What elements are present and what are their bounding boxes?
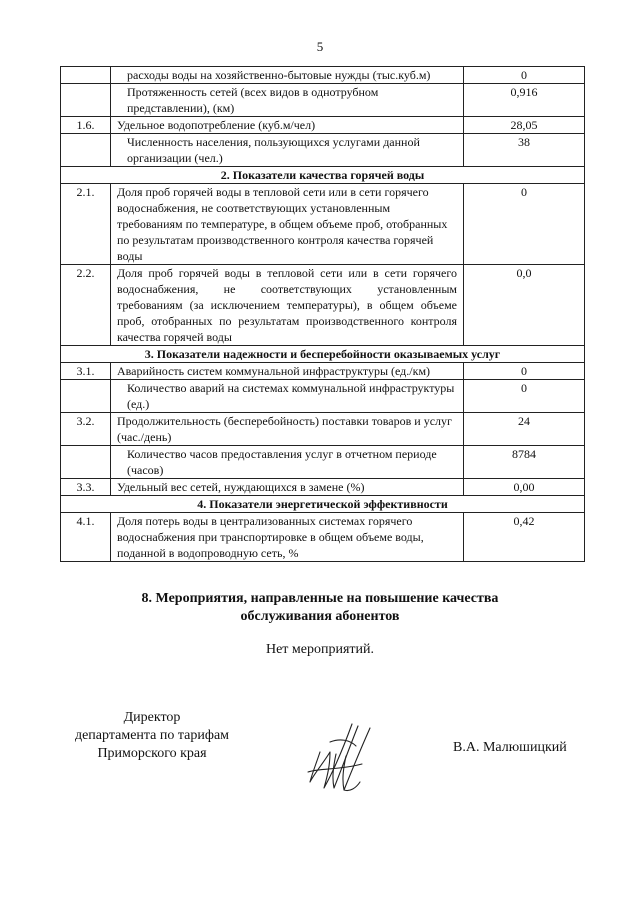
signatory-name: В.А. Малюшицкий xyxy=(453,740,567,755)
table-row xyxy=(61,84,585,117)
indicator-value: 0,916 xyxy=(464,84,585,117)
row-number: 1.6. xyxy=(61,117,111,134)
indicator-value: 28,05 xyxy=(464,117,585,134)
section-header-row xyxy=(61,167,585,184)
section-title: 2. Показатели качества горячей воды xyxy=(61,167,585,184)
indicator-description: Аварийность систем коммунальной инфраструктуры (ед./км) xyxy=(111,363,464,380)
section-header-row xyxy=(61,346,585,363)
row-number xyxy=(61,84,111,117)
table-row xyxy=(61,479,585,496)
table-row xyxy=(61,413,585,446)
row-number: 2.2. xyxy=(61,265,111,346)
table-row xyxy=(61,380,585,413)
row-number xyxy=(61,134,111,167)
row-number: 3.2. xyxy=(61,413,111,446)
handwritten-signature-icon xyxy=(300,712,390,802)
indicator-description: Удельное водопотребление (куб.м/чел) xyxy=(111,117,464,134)
indicator-description: Протяженность сетей (всех видов в однотрубном представлении), (км) xyxy=(111,84,464,117)
page-number: 5 xyxy=(316,39,324,54)
signatory-position xyxy=(58,709,246,763)
row-number: 4.1. xyxy=(61,513,111,562)
signatory-position-line1: Директор xyxy=(123,710,181,725)
indicator-value: 0 xyxy=(464,363,585,380)
indicator-value: 0 xyxy=(464,184,585,265)
section-8-heading xyxy=(0,590,640,626)
indicator-description: расходы воды на хозяйственно-бытовые нужды (тыс.куб.м) xyxy=(111,67,464,84)
indicator-description: Доля проб горячей воды в тепловой сети или в сети горячего водоснабжения, не соответствующих установленным требованиям по температуре, в общем объеме проб, отобранных по результатам производственного контроля качества горячей воды xyxy=(111,184,464,265)
row-number xyxy=(61,380,111,413)
section-8-heading-line2: обслуживания абонентов xyxy=(240,609,400,624)
indicator-description: Доля проб горячей воды в тепловой сети или в сети горячего водоснабжения, не соответствующих установленным требованиям (за исключением температуры), в общем объеме проб, отобранных по результатам производственного контроля качества горячей воды xyxy=(111,265,464,346)
indicator-value: 0,42 xyxy=(464,513,585,562)
indicator-value: 0,0 xyxy=(464,265,585,346)
table-row xyxy=(61,67,585,84)
indicator-value: 24 xyxy=(464,413,585,446)
table-row xyxy=(61,265,585,346)
indicator-description: Количество часов предоставления услуг в отчетном периоде (часов) xyxy=(111,446,464,479)
table-row xyxy=(61,513,585,562)
section-title: 4. Показатели энергетической эффективности xyxy=(61,496,585,513)
signatory-position-line3: Приморского края xyxy=(97,746,207,761)
indicator-value: 0,00 xyxy=(464,479,585,496)
section-8-heading-line1: 8. Мероприятия, направленные на повышение качества xyxy=(141,591,499,606)
row-number xyxy=(61,67,111,84)
indicator-value: 0 xyxy=(464,67,585,84)
table-row xyxy=(61,134,585,167)
section-title: 3. Показатели надежности и бесперебойности оказываемых услуг xyxy=(61,346,585,363)
row-number xyxy=(61,446,111,479)
indicator-value: 8784 xyxy=(464,446,585,479)
row-number: 3.3. xyxy=(61,479,111,496)
indicator-description: Численность населения, пользующихся услугами данной организации (чел.) xyxy=(111,134,464,167)
indicator-description: Количество аварий на системах коммунальной инфраструктуры (ед.) xyxy=(111,380,464,413)
indicators-table xyxy=(60,66,585,562)
row-number: 3.1. xyxy=(61,363,111,380)
indicator-description: Удельный вес сетей, нуждающихся в замене (%) xyxy=(111,479,464,496)
table-row xyxy=(61,117,585,134)
section-header-row xyxy=(61,496,585,513)
indicator-value: 0 xyxy=(464,380,585,413)
table-row xyxy=(61,184,585,265)
indicator-value: 38 xyxy=(464,134,585,167)
row-number: 2.1. xyxy=(61,184,111,265)
no-measures-note: Нет мероприятий. xyxy=(265,642,375,657)
indicator-description: Продолжительность (бесперебойность) поставки товаров и услуг (час./день) xyxy=(111,413,464,446)
indicator-description: Доля потерь воды в централизованных системах горячего водоснабжения при транспортировке в общем объеме воды, поданной в водопроводную сеть, % xyxy=(111,513,464,562)
indicators-table-body xyxy=(61,67,585,562)
signatory-position-line2: департамента по тарифам xyxy=(74,728,230,743)
table-row xyxy=(61,446,585,479)
table-row xyxy=(61,363,585,380)
